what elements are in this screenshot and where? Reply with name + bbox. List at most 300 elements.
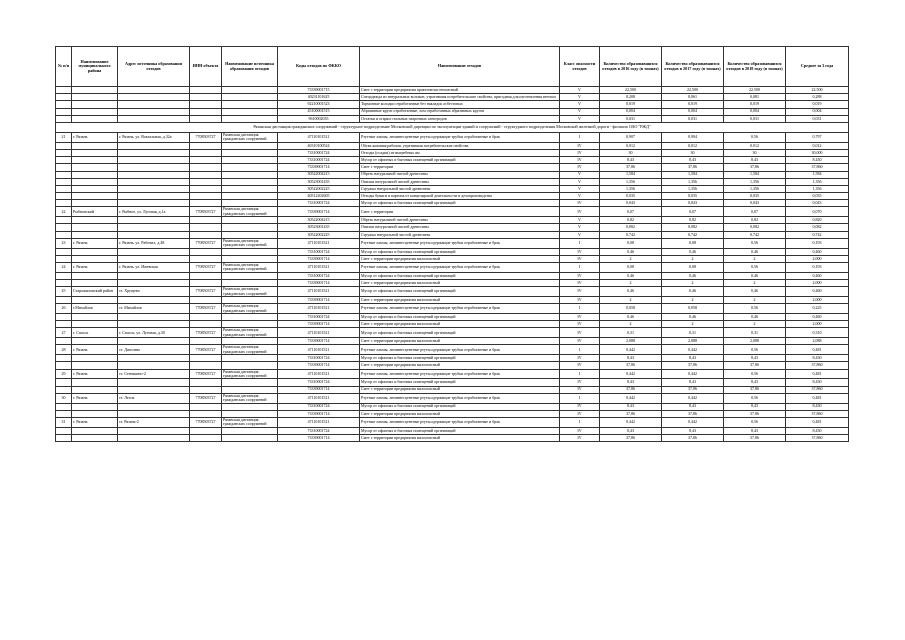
table-cell: 0,035 [600, 193, 662, 200]
table-cell: Стружка натуральной чистой древесины [360, 231, 560, 238]
table-cell [190, 185, 222, 192]
header-cell: Наименование муниципального района [72, 47, 118, 87]
table-cell: 0,31 [662, 328, 724, 338]
table-cell: 25 [56, 287, 72, 297]
table-cell [222, 185, 278, 192]
table-cell [56, 386, 72, 393]
table-row [56, 386, 849, 393]
table-cell [72, 321, 118, 328]
header-row [56, 47, 849, 87]
table-cell [118, 272, 190, 279]
table-cell: Смет с территории предприятия практически неопасный [360, 87, 560, 94]
table-cell [72, 386, 118, 393]
table-cell: 0,460 [786, 287, 849, 297]
table-cell: 1,584 [662, 171, 724, 178]
table-cell [190, 355, 222, 362]
table-cell: 2,088 [724, 338, 786, 345]
table-cell: 0,82 [724, 217, 786, 224]
table-cell [190, 101, 222, 108]
table-cell: 37,86 [600, 164, 662, 171]
table-cell [56, 185, 72, 192]
table-cell [190, 94, 222, 101]
table-cell: 40512202605 [278, 193, 360, 200]
table-cell: г. Рязань [72, 417, 118, 427]
table-cell: IV [560, 321, 600, 328]
table-cell: 8,430 [786, 403, 849, 410]
table-cell: I [560, 393, 600, 403]
table-cell: 0,061 [662, 94, 724, 101]
table-row [56, 263, 849, 273]
table-row [56, 178, 849, 185]
table-row [56, 185, 849, 192]
table-cell: 0,043 [600, 200, 662, 207]
table-cell [222, 101, 278, 108]
table-cell: 2 [600, 297, 662, 304]
table-cell [190, 178, 222, 185]
table-cell: 7708503727 [190, 263, 222, 273]
table-cell: 8,430 [786, 427, 849, 434]
table-row [56, 434, 849, 441]
table-cell: 0,82 [600, 217, 662, 224]
table-row [56, 314, 849, 321]
table-cell: 73310001724 [278, 248, 360, 255]
table-cell: 8,43 [662, 427, 724, 434]
header-cell: Количество образовавшихся отходов в 2018 году (в тоннах) [724, 47, 786, 87]
table-cell [190, 171, 222, 178]
table-cell: 0,820 [786, 217, 849, 224]
table-cell: 2 [600, 321, 662, 328]
table-cell: 73310001724 [278, 157, 360, 164]
table-cell: 30522002225 [278, 185, 360, 192]
table-cell [222, 142, 278, 149]
table-row [56, 297, 849, 304]
table-cell: ст. Михайлов [118, 304, 190, 314]
table-cell: 0,56 [724, 132, 786, 142]
table-cell [222, 427, 278, 434]
table-cell: 37,86 [662, 410, 724, 417]
table-cell [222, 362, 278, 369]
table-cell [190, 231, 222, 238]
table-cell [72, 427, 118, 434]
table-cell [118, 379, 190, 386]
table-cell [72, 157, 118, 164]
table-cell: Рязанская дистанция гражданских сооружений [222, 207, 278, 217]
table-cell: 73310001724 [278, 379, 360, 386]
table-cell: 29 [56, 369, 72, 379]
table-cell [190, 297, 222, 304]
table-row [56, 171, 849, 178]
table-cell: IV [560, 200, 600, 207]
table-cell: 47110101521 [278, 132, 360, 142]
table-cell: 30522004215 [278, 217, 360, 224]
table-cell: IV [560, 164, 600, 171]
table-cell: 0,56 [724, 393, 786, 403]
table-cell: 0,081 [724, 94, 786, 101]
table-cell [56, 427, 72, 434]
table-cell [190, 217, 222, 224]
table-cell: 0,46 [724, 314, 786, 321]
table-row [56, 200, 849, 207]
table-cell: 0,56 [724, 238, 786, 248]
table-cell: Остатки и огарки стальных сварочных электродов [360, 115, 560, 122]
table-cell: 0,442 [662, 369, 724, 379]
table-cell [222, 355, 278, 362]
table-cell: ст. Стенькино-2 [118, 369, 190, 379]
table-cell: Опилки натуральной чистой древесины [360, 224, 560, 231]
table-cell: 47110101521 [278, 417, 360, 427]
table-cell: 0,035 [724, 193, 786, 200]
table-cell: 30 [724, 149, 786, 156]
table-cell: 8,430 [786, 157, 849, 164]
table-cell: 22,500 [600, 87, 662, 94]
table-cell: г. Рязань, ул. Вокзальная, д.32а [118, 132, 190, 142]
table-cell [72, 171, 118, 178]
table-cell [56, 410, 72, 417]
table-cell: 37,860 [786, 410, 849, 417]
table-cell: 73310001724 [278, 427, 360, 434]
table-cell [222, 87, 278, 94]
table-cell: IV [560, 355, 600, 362]
table-cell [118, 410, 190, 417]
table-cell: 0,31 [600, 328, 662, 338]
table-cell: 0,46 [662, 287, 724, 297]
table-cell: 1,356 [600, 178, 662, 185]
table-row [56, 142, 849, 149]
table-cell: 30522002225 [278, 231, 360, 238]
table-cell: 1,584 [600, 171, 662, 178]
table-cell: Абразивные круги отработанные, лом отработанных абразивных кругов [360, 108, 560, 115]
table-cell [72, 355, 118, 362]
table-cell [72, 379, 118, 386]
table-cell [56, 87, 72, 94]
table-cell: 7708503727 [190, 132, 222, 142]
table-cell: 37,860 [786, 434, 849, 441]
table-cell [190, 108, 222, 115]
table-cell: 28 [56, 345, 72, 355]
table-cell: 2,000 [786, 321, 849, 328]
table-cell: V [560, 101, 600, 108]
table-cell [72, 410, 118, 417]
table-cell: 0,481 [786, 345, 849, 355]
table-cell [222, 297, 278, 304]
table-cell: 21 [56, 132, 72, 142]
table-cell: 73339001714 [278, 207, 360, 217]
table-cell: 8,43 [724, 355, 786, 362]
table-cell [118, 87, 190, 94]
table-cell: 40231101625 [278, 94, 360, 101]
table-cell: 47110101521 [278, 238, 360, 248]
table-cell [118, 434, 190, 441]
table-cell [118, 280, 190, 287]
table-cell [118, 321, 190, 328]
table-cell: 30523001435 [278, 224, 360, 231]
table-cell: 0,742 [786, 231, 849, 238]
table-cell: 8,43 [600, 379, 662, 386]
table-cell [72, 217, 118, 224]
table-cell [56, 149, 72, 156]
table-cell: IV [560, 427, 600, 434]
table-cell [118, 217, 190, 224]
table-cell: 73310001724 [278, 272, 360, 279]
table-cell: 0,07 [724, 207, 786, 217]
table-cell [72, 193, 118, 200]
table-cell [56, 115, 72, 122]
table-cell: 7708503727 [190, 304, 222, 314]
table-cell [190, 193, 222, 200]
table-row [56, 115, 849, 122]
table-cell: Смет с территории [360, 164, 560, 171]
table-cell: 37,860 [786, 386, 849, 393]
table-cell: 37,86 [662, 164, 724, 171]
table-cell: 73339001714 [278, 164, 360, 171]
table-cell: 2,000 [786, 255, 849, 262]
table-cell: 0,082 [662, 224, 724, 231]
table-cell: Ртутные лампы, люминесцентные ртутьсодержащие трубки отработанные и брак [360, 369, 560, 379]
table-cell: Рязанская дистанция гражданских сооружений [222, 369, 278, 379]
table-cell: 7708503727 [190, 369, 222, 379]
table-cell: 0,031 [600, 115, 662, 122]
table-cell: 92210001523 [278, 101, 360, 108]
table-cell [222, 149, 278, 156]
table-cell: 0,742 [600, 231, 662, 238]
table-cell: 73310001724 [278, 355, 360, 362]
table-cell: V [560, 217, 600, 224]
table-cell: V [560, 193, 600, 200]
table-cell: Обрезь натуральной чистой древесины [360, 171, 560, 178]
table-cell: 0,46 [600, 287, 662, 297]
table-cell: 8,43 [600, 427, 662, 434]
table-cell: 0,08 [662, 263, 724, 273]
table-cell: 0,56 [724, 304, 786, 314]
table-cell [222, 386, 278, 393]
table-cell [56, 362, 72, 369]
table-cell: Мусор от офисных и бытовых помещений организаций [360, 314, 560, 321]
table-cell [190, 338, 222, 345]
table-cell [72, 297, 118, 304]
table-cell: 2 [662, 321, 724, 328]
table-cell: I [560, 417, 600, 427]
table-cell: Смет с территории предприятия малоопасный [360, 255, 560, 262]
table-cell: 23 [56, 238, 72, 248]
table-cell: г. Рязань [72, 238, 118, 248]
table-cell: 0,46 [600, 248, 662, 255]
table-cell [118, 338, 190, 345]
table-row [56, 272, 849, 279]
table-cell: 8,43 [662, 157, 724, 164]
table-cell: 0,004 [662, 108, 724, 115]
table-cell: 73339001714 [278, 362, 360, 369]
table-cell: 37,860 [786, 164, 849, 171]
table-cell: 1,584 [724, 171, 786, 178]
table-cell: IV [560, 287, 600, 297]
table-cell: IV [560, 248, 600, 255]
table-cell: ст. Хрущево [118, 287, 190, 297]
table-cell: 0,08 [662, 238, 724, 248]
table-cell: 37,86 [724, 164, 786, 171]
table-cell: I [560, 369, 600, 379]
table-cell: Мусор от офисных и бытовых помещений организаций [360, 248, 560, 255]
table-cell: 0,208 [600, 94, 662, 101]
table-cell: Смет с территории предприятия малоопасный [360, 297, 560, 304]
table-cell: 8,43 [600, 355, 662, 362]
table-cell [118, 314, 190, 321]
table-cell [72, 248, 118, 255]
table-cell [190, 362, 222, 369]
table-row [56, 94, 849, 101]
table-cell: IV [560, 280, 600, 287]
table-cell [56, 200, 72, 207]
table-cell [56, 94, 72, 101]
table-cell: 27 [56, 328, 72, 338]
table-cell: Рязанская дистанция гражданских сооружений [222, 345, 278, 355]
table-cell [72, 142, 118, 149]
table-cell: 0,481 [786, 369, 849, 379]
header-cell: Количество образовавшихся отходов в 2016 году (в тоннах) [600, 47, 662, 87]
table-cell: 0,481 [786, 393, 849, 403]
table-cell: 0,31 [724, 328, 786, 338]
table-cell: 0,46 [724, 287, 786, 297]
table-cell [190, 386, 222, 393]
table-row [56, 328, 849, 338]
table-cell [72, 338, 118, 345]
table-cell: 0,031 [786, 115, 849, 122]
table-cell: I [560, 132, 600, 142]
table-row [56, 224, 849, 231]
section-title: Рязанская дистанция гражданских сооружений - структурное подразделение Московской дирекции по эксплуатации зданий и сооружений - структурного подразделения Московской железной дороги - филиала ОАО "РЖД" [56, 122, 849, 132]
table-cell: 0,004 [724, 108, 786, 115]
table-cell: 2 [724, 280, 786, 287]
table-cell: Смет с территории предприятия малоопасный [360, 338, 560, 345]
table-cell: 0,56 [724, 369, 786, 379]
table-cell: 73339001714 [278, 321, 360, 328]
table-cell: IV [560, 255, 600, 262]
table-cell: 73339001714 [278, 280, 360, 287]
table-cell [56, 280, 72, 287]
table-cell: 73339001714 [278, 386, 360, 393]
table-cell: Мусор от офисных и бытовых помещений организаций [360, 157, 560, 164]
table-cell [190, 427, 222, 434]
table-cell: IV [560, 434, 600, 441]
table-cell: г. Рязань [72, 263, 118, 273]
table-row [56, 101, 849, 108]
table-cell: 8,43 [600, 403, 662, 410]
table-cell: 73310001724 [278, 149, 360, 156]
table-cell: Рязанская дистанция гражданских сооружений [222, 417, 278, 427]
table-row [56, 280, 849, 287]
table-cell: 47110101521 [278, 393, 360, 403]
table-cell: 37,860 [786, 362, 849, 369]
table-cell: 2 [724, 297, 786, 304]
table-cell: 0,742 [662, 231, 724, 238]
table-cell [72, 255, 118, 262]
table-cell: 2,000 [786, 280, 849, 287]
table-cell: 2,088 [600, 338, 662, 345]
table-cell: 45100001515 [278, 108, 360, 115]
header-cell: Адрес источника образования отходов [118, 47, 190, 87]
table-cell [222, 224, 278, 231]
table-cell: ст. Лесок [118, 393, 190, 403]
table-cell: г. Рыбное, ул. Луговая, д.1а [118, 207, 190, 217]
table-cell: ст. Дягилево [118, 345, 190, 355]
table-cell [222, 403, 278, 410]
table-cell [222, 338, 278, 345]
table-cell [72, 87, 118, 94]
table-row [56, 287, 849, 297]
table-cell: 22 [56, 207, 72, 217]
table-cell [222, 171, 278, 178]
table-cell: 7708503727 [190, 238, 222, 248]
waste-table [55, 46, 849, 442]
table-cell: Смет с территории предприятия малоопасный [360, 410, 560, 417]
table-cell: 30522004215 [278, 171, 360, 178]
table-cell: 0,07 [600, 207, 662, 217]
table-cell: Мусор от офисных и бытовых помещений организаций [360, 355, 560, 362]
table-cell [56, 224, 72, 231]
table-cell: г. Рязань [72, 345, 118, 355]
table-cell: Ртутные лампы, люминесцентные ртутьсодержащие трубки отработанные и брак [360, 304, 560, 314]
table-cell: 0,012 [724, 142, 786, 149]
table-cell: г. Рязань [72, 132, 118, 142]
table-cell: V [560, 185, 600, 192]
table-cell: Стружка натуральной чистой древесины [360, 185, 560, 192]
table-cell [222, 280, 278, 287]
table-cell: Ртутные лампы, люминесцентные ртутьсодержащие трубки отработанные и брак [360, 132, 560, 142]
table-cell: 1,356 [724, 185, 786, 192]
table-row [56, 87, 849, 94]
table-cell [72, 200, 118, 207]
table-cell: 73339001714 [278, 297, 360, 304]
table-cell: Мусор от офисных и бытовых помещений организаций [360, 328, 560, 338]
data-rows [56, 132, 849, 441]
table-cell: V [560, 178, 600, 185]
table-cell [118, 362, 190, 369]
table-cell: 0,004 [786, 108, 849, 115]
table-cell: Спецодежда из натуральных волокон, утратившая потребительские свойства, пригодная для изготовления ветоши [360, 94, 560, 101]
table-cell [56, 142, 72, 149]
table-cell: Мусор от офисных и бытовых помещений организаций [360, 200, 560, 207]
table-cell [56, 108, 72, 115]
table-cell: 0,082 [786, 224, 849, 231]
table-cell: 0,070 [786, 207, 849, 217]
table-row [56, 231, 849, 238]
table-cell: I [560, 345, 600, 355]
table-cell: Рязанская дистанция гражданских сооружений [222, 287, 278, 297]
table-cell: IV [560, 403, 600, 410]
table-cell [56, 355, 72, 362]
table-cell: 2 [600, 280, 662, 287]
table-cell [190, 224, 222, 231]
table-cell [118, 164, 190, 171]
table-cell [222, 164, 278, 171]
table-cell [56, 255, 72, 262]
table-row [56, 338, 849, 345]
header-cell: ИНН объекта [190, 47, 222, 87]
table-cell [118, 115, 190, 122]
table-cell [118, 149, 190, 156]
table-cell: 1,356 [786, 185, 849, 192]
table-cell: 8,430 [786, 355, 849, 362]
table-cell [190, 115, 222, 122]
table-cell [72, 224, 118, 231]
table-cell [118, 185, 190, 192]
table-cell: г.Михайлов [72, 304, 118, 314]
table-cell: Рязанская дистанция гражданских сооружений [222, 132, 278, 142]
table-cell [118, 193, 190, 200]
table-cell: 0,442 [662, 345, 724, 355]
table-cell: 0,082 [724, 224, 786, 231]
table-row [56, 321, 849, 328]
table-cell [190, 142, 222, 149]
